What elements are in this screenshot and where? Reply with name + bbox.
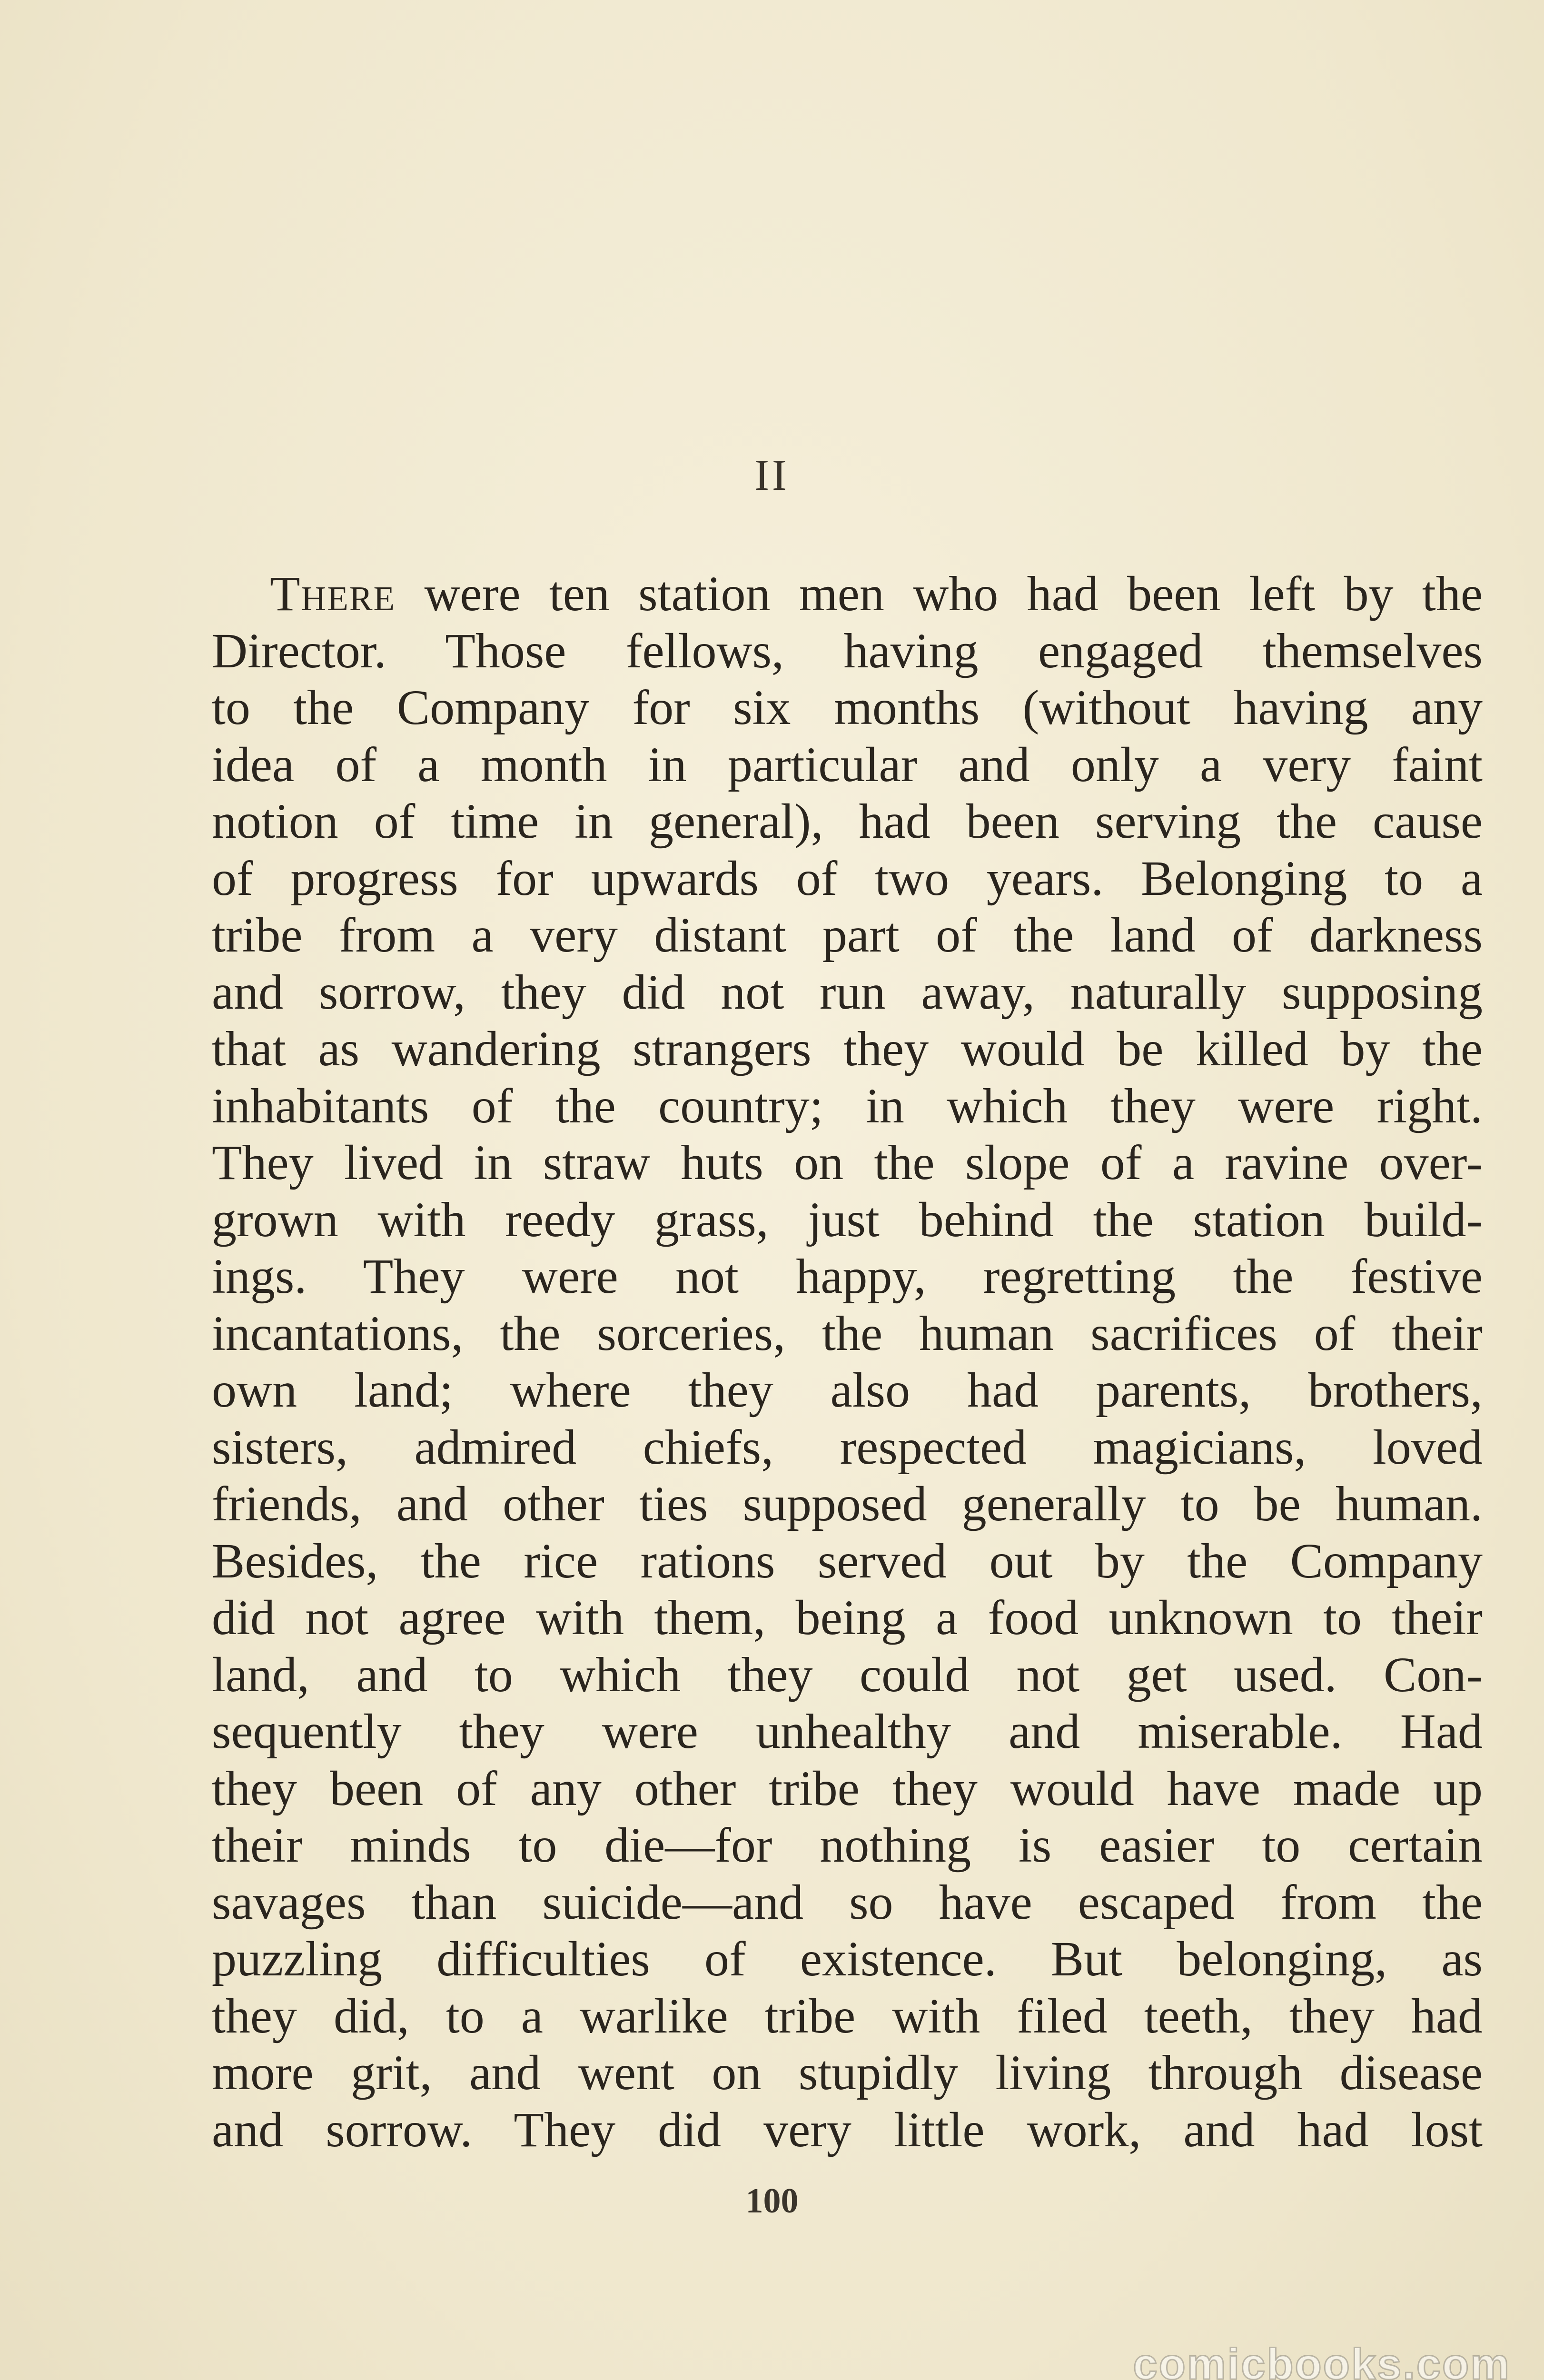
watermark: comicbooks.com	[1133, 2340, 1511, 2380]
first-line-rest: were ten station men who had been left by the	[396, 566, 1483, 621]
text-line: more grit, and went on stupidly living through disease	[212, 2045, 1483, 2100]
text-line: savages than suicide—and so have escaped from the	[212, 1874, 1483, 1930]
text-line: They lived in straw huts on the slope of a ravine over-	[212, 1135, 1483, 1190]
text-line: of progress for upwards of two years. Belonging to a	[212, 851, 1483, 906]
text-line: puzzling difficulties of existence. But belonging, as	[212, 1932, 1483, 1986]
first-word: There	[270, 566, 396, 621]
text-line: they did, to a warlike tribe with filed teeth, they had	[212, 1988, 1483, 2043]
text-line: friends, and other ties supposed generally to be human.	[212, 1477, 1483, 1531]
text-line: tribe from a very distant part of the land of darkness	[212, 908, 1483, 962]
text-line: that as wandering strangers they would be killed by the	[212, 1021, 1483, 1076]
page-number: 100	[745, 2182, 799, 2221]
text-line: idea of a month in particular and only a very faint	[212, 737, 1483, 792]
text-line: inhabitants of the country; in which they were right.	[212, 1078, 1483, 1133]
text-line: ings. They were not happy, regretting the festive	[212, 1249, 1483, 1304]
text-line: did not agree with them, being a food unknown to their	[212, 1590, 1483, 1645]
text-line: Besides, the rice rations served out by the Company	[212, 1533, 1483, 1588]
text-line: land, and to which they could not get used. Con-	[212, 1647, 1483, 1702]
text-line: notion of time in general), had been serving the cause	[212, 794, 1483, 849]
text-line: to the Company for six months (without having any	[212, 680, 1483, 735]
text-line: they been of any other tribe they would have made up	[212, 1761, 1483, 1816]
text-line: their minds to die—for nothing is easier to certain	[212, 1818, 1483, 1873]
text-line: grown with reedy grass, just behind the station build-	[212, 1192, 1483, 1247]
text-line: incantations, the sorceries, the human sacrifices of their	[212, 1306, 1483, 1361]
text-line: sequently they were unhealthy and miserable. Had	[212, 1704, 1483, 1759]
text-line: sisters, admired chiefs, respected magicians, loved	[212, 1419, 1483, 1475]
text-line: own land; where they also had parents, brothers,	[212, 1363, 1483, 1418]
text-line: and sorrow. They did very little work, and had lost	[212, 2102, 1483, 2157]
text-line: and sorrow, they did not run away, naturally supposing	[212, 964, 1483, 1020]
text-line: Director. Those fellows, having engaged themselves	[212, 623, 1483, 678]
chapter-number: II	[754, 451, 790, 499]
text-line	[212, 565, 1483, 623]
body-text	[212, 565, 1483, 2158]
